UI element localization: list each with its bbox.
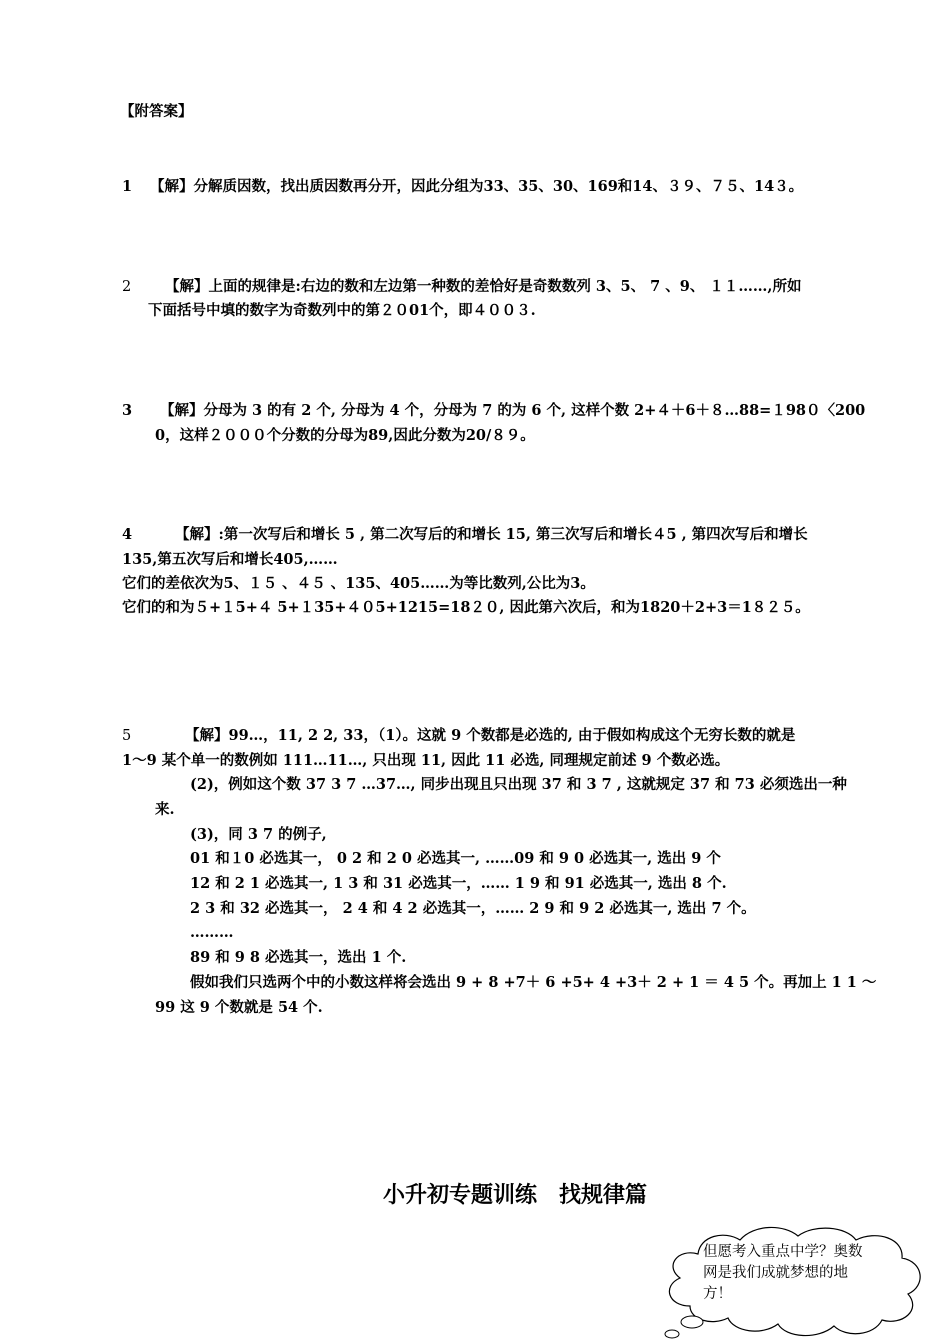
section-5-line-1: 【解】99…，11, 2 2, 33，（1）。这就 9 个数都是必选的, 由于假如构成这个无穷长数的就是 — [185, 727, 796, 744]
section-5-line-11: 假如我们只选两个中的小数这样将会选出 9 + 8 +7＋ 6 +5+ 4 +3＋ 2 + 1 ＝ 4 5 个。再加上 1 1 ～ — [190, 974, 877, 991]
bubble-text: 但愿考入重点中学？奥数网是我们成就梦想的地方！ — [703, 1244, 863, 1302]
section-3-line-2: 0，这样２０００个分数的分母为89,因此分数为20/８９。 — [155, 427, 535, 444]
answer-header: 【附答案】 — [120, 103, 193, 120]
section-5-line-7: 12 和 2 1 必选其一, 1 3 和 31 必选其一，…… 1 9 和 91 必选其一, 选出 8 个. — [190, 875, 727, 892]
section-5-line-10: 89 和 9 8 必选其一，选出 1 个. — [190, 949, 407, 966]
section-5-line-2: 1～9 某个单一的数例如 111…11…, 只出现 11, 因此 11 必选, 同理规定前述 9 个数必选。 — [122, 752, 730, 769]
section-4-number: 4 — [122, 526, 133, 543]
section-2-line-2: 下面括号中填的数字为奇数列中的第２０01个，即４００３. — [148, 302, 536, 319]
section-5-line-12: 99 这 9 个数就是 54 个. — [155, 999, 323, 1016]
section-5-line-8: 2 3 和 32 必选其一， 2 4 和 4 2 必选其一，…… 2 9 和 9 2 必选其一, 选出 7 个。 — [190, 900, 756, 917]
section-1-line-1: 【解】分解质因数，找出质因数再分开，因此分组为33、35、30、169和14、３９、７５、14３。 — [150, 178, 804, 195]
section-2-line-1: 【解】上面的规律是:右边的数和左边第一种数的差恰好是奇数数列 3、5、 7 、9、 １１……,所如 — [165, 278, 802, 295]
section-2-number: 2 — [122, 279, 132, 295]
section-4-line-2: 135,第五次写后和增长405,…… — [122, 551, 338, 568]
section-5-line-9: ……… — [190, 924, 234, 941]
section-5-line-3: (2)，例如这个数 37 3 7 …37…, 同步出现且只出现 37 和 3 7 , 这就规定 37 和 73 必须选出一种 — [190, 776, 847, 793]
section-1-number: 1 — [122, 178, 133, 195]
section-3-number: 3 — [122, 402, 133, 419]
section-5-line-6: 01 和１0 必选其一， 0 2 和 2 0 必选其一, ……09 和 9 0 必选其一, 选出 9 个 — [190, 850, 721, 867]
section-4-line-1: 【解】:第一次写后和增长 5 , 第二次写后的和增长 15, 第三次写后和增长４5 , 第四次写后和增长 — [175, 526, 808, 543]
section-5-line-4: 来. — [155, 801, 175, 818]
page-title: 小升初专题训练 找规律篇 — [382, 1183, 647, 1208]
section-3-line-1: 【解】分母为 3 的有 2 个, 分母为 4 个，分母为 7 的为 6 个, 这样个数 2+４＋6＋８…88=１98０〈200 — [160, 402, 866, 419]
section-5-number: 5 — [122, 728, 132, 744]
section-4-line-4: 它们的和为５+１5+４ 5+１35+４０5+1215=18２０, 因此第六次后，和为1820＋2+3＝1８２５。 — [122, 599, 810, 616]
section-4-line-3: 它们的差依次为5、１５ 、４５ 、135、405……为等比数列,公比为3。 — [122, 575, 595, 592]
section-5-line-5: (3)，同 3 7 的例子, — [190, 826, 327, 843]
